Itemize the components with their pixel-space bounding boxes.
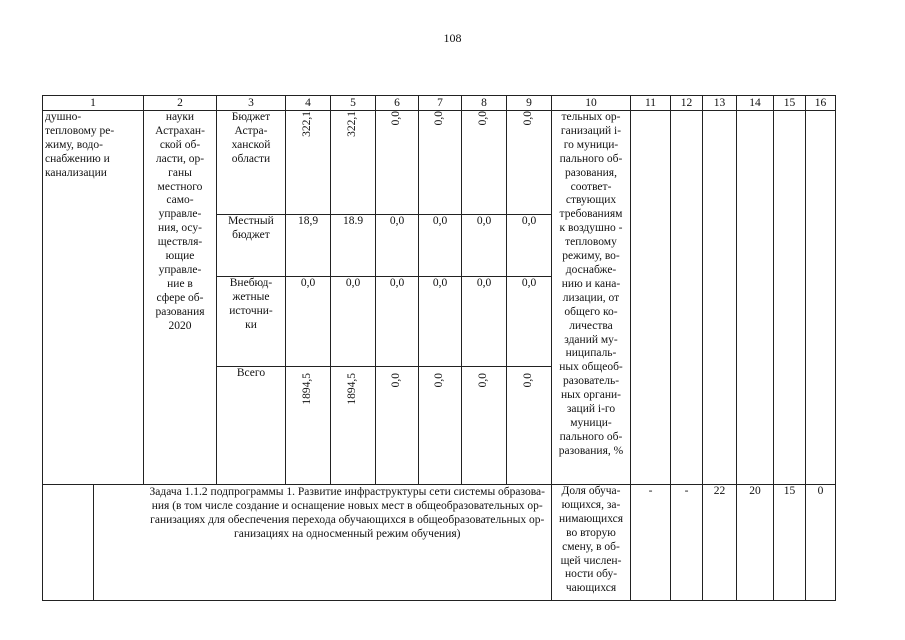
text-line: требованиям — [559, 208, 623, 221]
text-line: ганизациях для обеспечения перехода обучающихся в общеобразовательных ор- — [150, 514, 545, 526]
value: 0,0 — [477, 373, 490, 388]
value: 0,0 — [477, 111, 490, 126]
value-cell — [376, 367, 419, 485]
text-line: соответ- — [570, 180, 612, 193]
funding-row — [43, 111, 836, 215]
text-line: общего ко- — [564, 305, 618, 318]
text-line: ханской — [231, 138, 271, 151]
column-number: 10 — [552, 96, 631, 111]
column-number: 14 — [737, 96, 774, 111]
text-line: личества — [569, 319, 613, 332]
text-line: тепловому ре- — [45, 124, 115, 137]
text-line: чающихся — [565, 582, 617, 595]
text-line: Задача 1.1.2 подпрограммы 1. Развитие инфраструктуры сети системы образова- — [149, 486, 545, 498]
value: 0,0 — [521, 215, 537, 227]
empty-cell — [774, 111, 806, 485]
budget-table — [42, 95, 836, 601]
column-number: 2 — [144, 96, 217, 111]
text-line: ных органи- — [561, 389, 621, 402]
value-cell — [331, 111, 376, 215]
empty-cell — [806, 111, 836, 485]
empty-cell — [737, 111, 774, 485]
text-line: сфере об- — [156, 291, 204, 304]
value-cell — [286, 367, 331, 485]
text-line: пального об- — [559, 430, 623, 443]
value-cell — [507, 215, 552, 277]
text-line: пального об- — [559, 152, 623, 165]
text-line: Доля обуча- — [561, 485, 621, 497]
text-line: ствующих — [565, 194, 617, 207]
text-line: лизации, от — [562, 291, 620, 304]
value-cell — [507, 367, 552, 485]
text-line: ганизаций i- — [560, 124, 622, 137]
funding-source-cell — [217, 277, 286, 367]
value-cell — [462, 215, 507, 277]
value: 20 — [749, 485, 761, 497]
value-cell — [376, 277, 419, 367]
executor-cell — [144, 111, 217, 485]
value: 322,1 — [301, 111, 314, 137]
measure-name-cell — [43, 111, 144, 485]
value-cell — [462, 111, 507, 215]
empty-cell — [43, 485, 144, 601]
text-line: зданий му- — [564, 333, 618, 346]
column-number-row — [43, 96, 836, 111]
text-line: ния, осу- — [158, 222, 202, 235]
text-line: Всего — [236, 367, 266, 379]
funding-source-cell — [217, 111, 286, 215]
empty-cell — [631, 111, 671, 485]
value-cell — [462, 367, 507, 485]
text-line: Астра- — [234, 124, 268, 137]
text-line: го муници- — [563, 138, 619, 151]
text-line: щей числен- — [560, 554, 622, 567]
indicator-value-cell — [703, 485, 737, 601]
column-number: 1 — [43, 96, 144, 111]
text-line: ющие — [165, 250, 195, 263]
text-line: жетные — [232, 290, 270, 303]
column-number: 6 — [376, 96, 419, 111]
value-cell — [376, 215, 419, 277]
text-line: управле- — [158, 208, 202, 221]
value: - — [684, 485, 689, 497]
funding-source-cell — [217, 367, 286, 485]
column-number: 8 — [462, 96, 507, 111]
value: 1894,5 — [301, 373, 314, 405]
value-cell — [286, 277, 331, 367]
indicator-value-cell — [774, 485, 806, 601]
indicator-value-cell — [631, 485, 671, 601]
value: 0,0 — [389, 215, 405, 227]
value: - — [648, 485, 653, 497]
value-cell — [331, 277, 376, 367]
value-cell — [462, 277, 507, 367]
value: 22 — [713, 485, 726, 497]
column-number: 11 — [631, 96, 671, 111]
text-line: к воздушно - — [559, 222, 623, 235]
text-line: жиму, водо- — [45, 138, 103, 151]
task-description-cell — [144, 485, 552, 601]
text-line: Астрахан- — [155, 124, 205, 137]
text-line: ганизациях на односменный режим обучения) — [234, 528, 461, 540]
column-number: 5 — [331, 96, 376, 111]
indicator-value-cell — [737, 485, 774, 601]
text-line: бюджет — [232, 228, 270, 241]
text-line: разования, % — [558, 444, 624, 457]
value-cell — [419, 277, 462, 367]
text-line: канализации — [45, 166, 107, 179]
column-number: 13 — [703, 96, 737, 111]
indicator-cell — [552, 111, 631, 485]
value: 1894,5 — [346, 373, 359, 405]
text-line: тельных ор- — [561, 111, 621, 123]
empty-cell — [671, 111, 703, 485]
text-line: муници- — [570, 416, 612, 429]
value: 0,0 — [345, 277, 361, 289]
text-line: местного — [157, 180, 203, 193]
text-line: разования — [155, 305, 205, 318]
text-line: режиму, во- — [562, 250, 620, 263]
indicator-value-cell — [806, 485, 836, 601]
column-number: 12 — [671, 96, 703, 111]
text-line: нимающихся — [558, 512, 624, 525]
value-cell — [419, 215, 462, 277]
text-line: ласти, ор- — [155, 152, 205, 165]
text-line: Внебюд- — [229, 277, 273, 289]
column-number: 16 — [806, 96, 836, 111]
value: 0,0 — [389, 277, 405, 289]
column-number: 3 — [217, 96, 286, 111]
value-cell — [331, 215, 376, 277]
text-line: Местный — [228, 215, 274, 227]
funding-source-cell — [217, 215, 286, 277]
value: 0,0 — [476, 215, 492, 227]
value: 0 — [817, 485, 824, 497]
text-line: нию и кана- — [561, 277, 621, 290]
value-cell — [331, 367, 376, 485]
indicator-cell — [552, 485, 631, 601]
value: 0,0 — [432, 215, 448, 227]
text-line: во вторую — [566, 526, 616, 539]
empty-cell — [703, 111, 737, 485]
text-line: ществля- — [157, 236, 203, 249]
value-cell — [507, 111, 552, 215]
value: 322,1 — [346, 111, 359, 137]
value: 0,0 — [432, 277, 448, 289]
value: 0,0 — [300, 277, 316, 289]
value-cell — [376, 111, 419, 215]
text-line: снабжению и — [45, 152, 110, 165]
text-line: ние в — [167, 277, 193, 290]
value: 0,0 — [433, 373, 446, 388]
text-line: науки — [165, 111, 195, 123]
text-line: ности обу- — [564, 568, 618, 581]
value: 0,0 — [522, 111, 535, 126]
text-line: управле- — [158, 263, 202, 276]
value: 18.9 — [342, 215, 364, 227]
text-line: тепловому — [565, 236, 617, 249]
column-number: 7 — [419, 96, 462, 111]
text-line: ния (в том числе создание и оснащение новых мест в общеобразовательных ор- — [151, 500, 543, 512]
text-line: 2020 — [168, 319, 192, 332]
text-line: Бюджет — [231, 111, 271, 123]
text-line: само- — [166, 194, 194, 207]
value: 0,0 — [390, 111, 403, 126]
value: 0,0 — [521, 277, 537, 289]
text-line: ющихся, за- — [561, 498, 621, 511]
text-line: ных общеоб- — [559, 361, 623, 374]
text-line: разования, — [565, 166, 617, 179]
page-number: 108 — [443, 31, 462, 45]
value-cell — [419, 111, 462, 215]
text-line: доснабже- — [565, 263, 617, 276]
text-line: заций i-го — [566, 403, 616, 416]
text-line: смену, в об- — [562, 540, 620, 553]
text-line: ниципаль- — [565, 347, 617, 360]
column-number: 4 — [286, 96, 331, 111]
text-line: ской об- — [159, 138, 201, 151]
text-line: источни- — [229, 304, 273, 317]
value: 18,9 — [297, 215, 319, 227]
indicator-value-cell — [671, 485, 703, 601]
value: 0,0 — [476, 277, 492, 289]
text-line: ганы — [168, 166, 192, 179]
value-cell — [286, 215, 331, 277]
value-cell — [419, 367, 462, 485]
column-number: 9 — [507, 96, 552, 111]
text-line: ки — [245, 318, 257, 331]
task-row — [43, 485, 836, 601]
column-number: 15 — [774, 96, 806, 111]
value: 0,0 — [390, 373, 403, 388]
value: 0,0 — [433, 111, 446, 126]
text-line: душно- — [45, 111, 82, 123]
value-cell — [286, 111, 331, 215]
value: 15 — [783, 485, 796, 497]
value: 0,0 — [522, 373, 535, 388]
value-cell — [507, 277, 552, 367]
text-line: области — [231, 152, 271, 165]
text-line: разователь- — [562, 375, 620, 388]
